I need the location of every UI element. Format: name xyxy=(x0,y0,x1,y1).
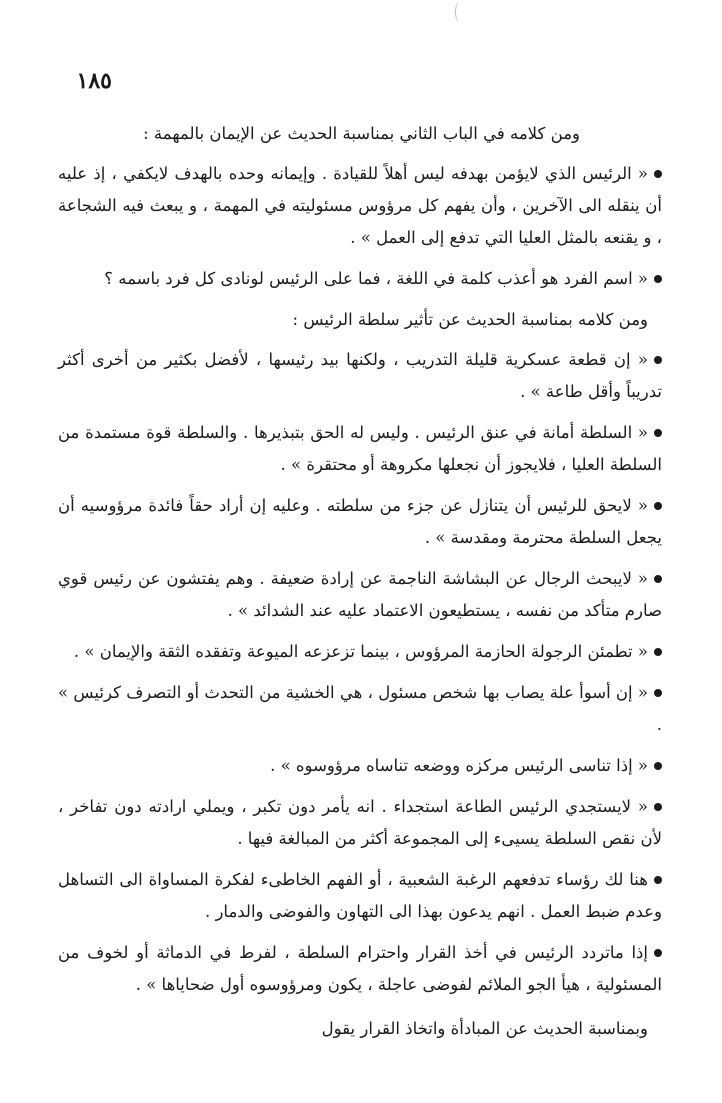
quote-text: « الرئيس الذي لايؤمن بهدفه ليس أهلاً للقيادة . وإيمانه وحده بالهدف لايكفي ، إذ عليه أن ينقله الى الآخرين ، وأن يفهم كل مرؤوس مسئوليته في المهمة ، و يبعث فيه الشجاعة ، و يقنعه بالمثل العليا التي تدفع إلى العمل » . xyxy=(58,164,662,247)
quote-4 xyxy=(58,417,662,481)
quote-text: « اسم الفرد هو أعذب كلمة في اللغة ، فما على الرئيس لونادى كل فرد باسمه ؟ xyxy=(104,269,648,288)
quote-text: « إن أسوأ علة يصاب بها شخص مسئول ، هي الخشية من التحدث أو التصرف كرئيس » . xyxy=(58,683,662,734)
quote-3 xyxy=(58,344,662,408)
bullet-icon xyxy=(654,429,662,437)
quote-text: « إن قطعة عسكرية قليلة التدريب ، ولكنها بيد رئيسها ، لأفضل بكثير من أخرى أكثر تدريباً وأقل طاعة » . xyxy=(58,350,662,401)
bullet-icon xyxy=(654,876,662,884)
scan-mark xyxy=(455,2,464,22)
bullet-icon xyxy=(654,170,662,178)
quote-11 xyxy=(58,864,662,928)
quote-2 xyxy=(58,263,662,295)
quote-text: إذا ماتردد الرئيس في أخذ القرار واحترام السلطة ، لفرط في الدماثة أو لخوف من المسئولية ، هيأ الجو الملائم لفوضى عاجلة ، يكون ومرؤوسوه أول ضحاياها » . xyxy=(58,943,662,994)
bullet-icon xyxy=(654,949,662,957)
bullet-icon xyxy=(654,275,662,283)
bullet-icon xyxy=(654,648,662,656)
intro-paragraph-3: وبمناسبة الحديث عن المبادأة واتخاذ القرار يقول xyxy=(321,1019,648,1038)
quote-6 xyxy=(58,563,662,627)
quote-text: هنا لك رؤساء تدفعهم الرغبة الشعبية ، أو الفهم الخاطىء لفكرة المساواة الى التساهل وعدم ضبط العمل . انهم يدعون بهذا الى التهاون والفوضى والدمار . xyxy=(58,870,662,921)
quote-10 xyxy=(58,791,662,855)
intro-paragraph-1: ومن كلامه في الباب الثاني بمناسبة الحديث عن الإيمان بالمهمة : xyxy=(143,124,580,143)
bullet-icon xyxy=(654,356,662,364)
quote-text: « تطمئن الرجولة الحازمة المرؤوس ، بينما تزعزعه الميوعة وتفقده الثقة والإيمان » . xyxy=(73,642,648,661)
quote-5 xyxy=(58,490,662,554)
quote-8 xyxy=(58,677,662,741)
bullet-icon xyxy=(654,803,662,811)
quote-7 xyxy=(58,636,662,668)
bullet-icon xyxy=(654,575,662,583)
quote-text: « لايبحث الرجال عن البشاشة الناجمة عن إرادة ضعيفة . وهم يفتشون عن رئيس قوي صارم متأكد من نفسه ، يستطيعون الاعتماد عليه عند الشدائد » . xyxy=(58,569,662,620)
quote-text: « إذا تناسى الرئيس مركزه ووضعه تناساه مرؤوسوه » . xyxy=(270,756,648,775)
quote-text: « لايستجدي الرئيس الطاعة استجداء . انه يأمر دون تكبر ، ويملي ارادته دون تفاخر ، لأن نقص السلطة يسيىء إلى المجموعة أكثر من المبالغة فيها . xyxy=(58,797,662,848)
intro-paragraph-2: ومن كلامه بمناسبة الحديث عن تأثير سلطة الرئيس : xyxy=(292,310,648,329)
quote-1 xyxy=(58,158,662,254)
quote-text: « لايحق للرئيس أن يتنازل عن جزء من سلطته . وعليه إن أراد حقاً فائدة مرؤوسيه أن يجعل السلطة محترمة ومقدسة » . xyxy=(58,496,662,547)
bullet-icon xyxy=(654,762,662,770)
quote-9 xyxy=(58,750,662,782)
quote-text: « السلطة أمانة في عنق الرئيس . وليس له الحق بتبذيرها . والسلطة قوة مستمدة من السلطة العليا ، فلايجوز أن نجعلها مكروهة أو محتقرة » . xyxy=(58,423,662,474)
page-content xyxy=(58,118,662,1053)
bullet-icon xyxy=(654,502,662,510)
bullet-icon xyxy=(654,689,662,697)
page-number: ١٨٥ xyxy=(76,68,112,94)
quote-12 xyxy=(58,937,662,1001)
